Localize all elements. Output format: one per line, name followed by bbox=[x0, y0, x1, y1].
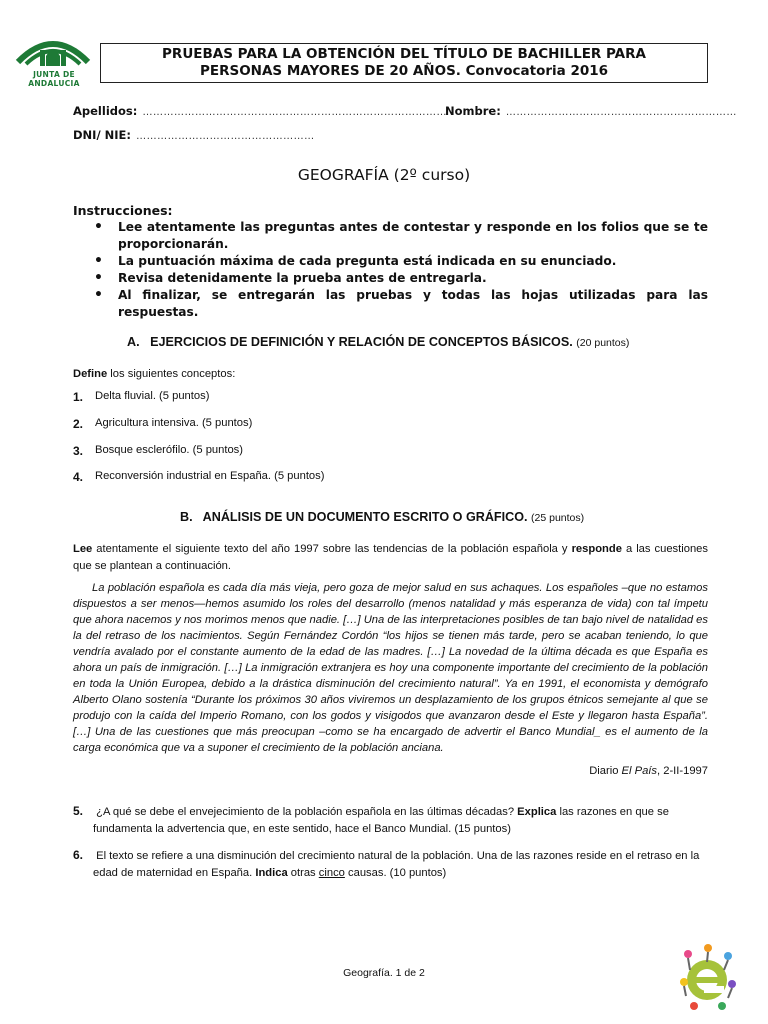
question-5: 5. ¿A qué se debe el envejecimiento de la población española en las últimas décadas? Explica las razones en que se fundamenta la advertencia que, en este sentido, hace el Banco Mundial. (15 puntos) bbox=[73, 804, 669, 835]
instruction-item: • Revisa detenidamente la prueba antes de entregarla. bbox=[94, 270, 487, 286]
exam-header-box bbox=[100, 43, 708, 83]
nombre-dots: ………………………………………………………… bbox=[505, 107, 737, 118]
dni-field[interactable] bbox=[73, 124, 315, 143]
instruction-item: • Al finalizar, se entregarán las pruebas y todas las hojas utilizadas para las respuestas. bbox=[94, 287, 708, 319]
page-title: GEOGRAFÍA (2º curso) bbox=[297, 166, 471, 184]
page-footer: Geografía. 1 de 2 bbox=[343, 967, 425, 979]
section-a-heading: A. EJERCICIOS DE DEFINICIÓN Y RELACIÓN DE CONCEPTOS BÁSICOS. (20 puntos) bbox=[127, 335, 630, 349]
instructions-list bbox=[94, 219, 708, 321]
instructions-heading: Instrucciones: bbox=[73, 203, 173, 218]
e-logo-icon bbox=[676, 942, 738, 1014]
section-a-intro: Define los siguientes conceptos: bbox=[73, 368, 236, 380]
list-item: 1. Delta fluvial. (5 puntos) bbox=[73, 390, 210, 404]
education-badge bbox=[676, 942, 738, 1014]
list-item: 3. Bosque esclerófilo. (5 puntos) bbox=[73, 444, 244, 458]
dni-label: DNI/ NIE: bbox=[73, 128, 132, 142]
dni-dots: …………………………………………… bbox=[136, 131, 315, 142]
section-b-heading: B. ANÁLISIS DE UN DOCUMENTO ESCRITO O GRÁFICO. (25 puntos) bbox=[180, 510, 585, 524]
apellidos-field[interactable] bbox=[73, 100, 447, 119]
header-line-2: PERSONAS MAYORES DE 20 AÑOS. Convocatoria 2016 bbox=[199, 63, 609, 79]
nombre-field[interactable] bbox=[445, 100, 737, 119]
header-line-1: PRUEBAS PARA LA OBTENCIÓN DEL TÍTULO DE BACHILLER PARA bbox=[162, 46, 646, 62]
bullet-icon: • bbox=[94, 287, 103, 303]
instruction-item: • Lee atentamente las preguntas antes de contestar y responde en los folios que se te proporcionarán. bbox=[94, 219, 708, 251]
bullet-icon: • bbox=[94, 253, 103, 269]
question-6: 6. El texto se refiere a una disminución del crecimiento natural de la población. Una de las razones reside en el retraso en la edad de maternidad en España. Indica otras cinco causas. (10 puntos) bbox=[73, 848, 700, 879]
quote-source: Diario El País, 2-II-1997 bbox=[589, 765, 708, 777]
nombre-label: Nombre: bbox=[445, 104, 501, 118]
logo-text: JUNTA DE ANDALUCIA bbox=[28, 70, 80, 88]
quoted-text: La población española es cada día más vieja, pero goza de mejor salud en sus achaques. Los españoles –que no estamos dispuestos a ser menos—hemos asumido los roles del desarrollo (menos natalidad y más esperanza de vida) con tal ímpetu que ahora nacemos y nos morimos menos que nadie. […] Una de las interpretaciones posibles de tan bajo nivel de natalidad es la del retraso de los nacimientos. Según Fernández Cordón “los hijos se tienen más tarde, pero se acaban teniendo, lo que vendría avalado por el constante aumento de la edad de las madres. […] La novedad de la última década es que España es ahora un país de inmigración. […] La inmigración extranjera es hoy una componente importante del crecimiento de la población en toda la Unión Europea, debido a la drástica disminución del crecimiento natural”. Ya en 1991, el economista y demógrafo Alberto Olano sostenía “Durante los próximos 30 años viviremos un desplazamiento de los grupos étnicos semejante al que se produjo con la caída del Imperio Romano, con los godos y visigodos que avanzaron desde el Este y llegaron hasta España”. […] Una de las cuestiones que más preocupan –como se ha encargado de advertir el Banco Mundial_ es el aumento de la carga económica que va a suponer el crecimiento de la población anciana. bbox=[73, 582, 708, 754]
list-item: 2. Agricultura intensiva. (5 puntos) bbox=[73, 417, 253, 431]
instruction-item: • La puntuación máxima de cada pregunta está indicada en su enunciado. bbox=[94, 253, 617, 269]
apellidos-label: Apellidos: bbox=[73, 104, 138, 118]
bullet-icon: • bbox=[94, 219, 103, 235]
bullet-icon: • bbox=[94, 270, 103, 286]
logo-emblem-icon bbox=[12, 28, 94, 72]
list-item: 4. Reconversión industrial en España. (5 puntos) bbox=[73, 470, 325, 484]
apellidos-dots: …………………………………………………………………………… bbox=[142, 107, 447, 118]
section-b-intro: Lee atentamente el siguiente texto del año 1997 sobre las tendencias de la población española y responde a las cuestiones que se plantean a continuación. bbox=[73, 543, 709, 572]
